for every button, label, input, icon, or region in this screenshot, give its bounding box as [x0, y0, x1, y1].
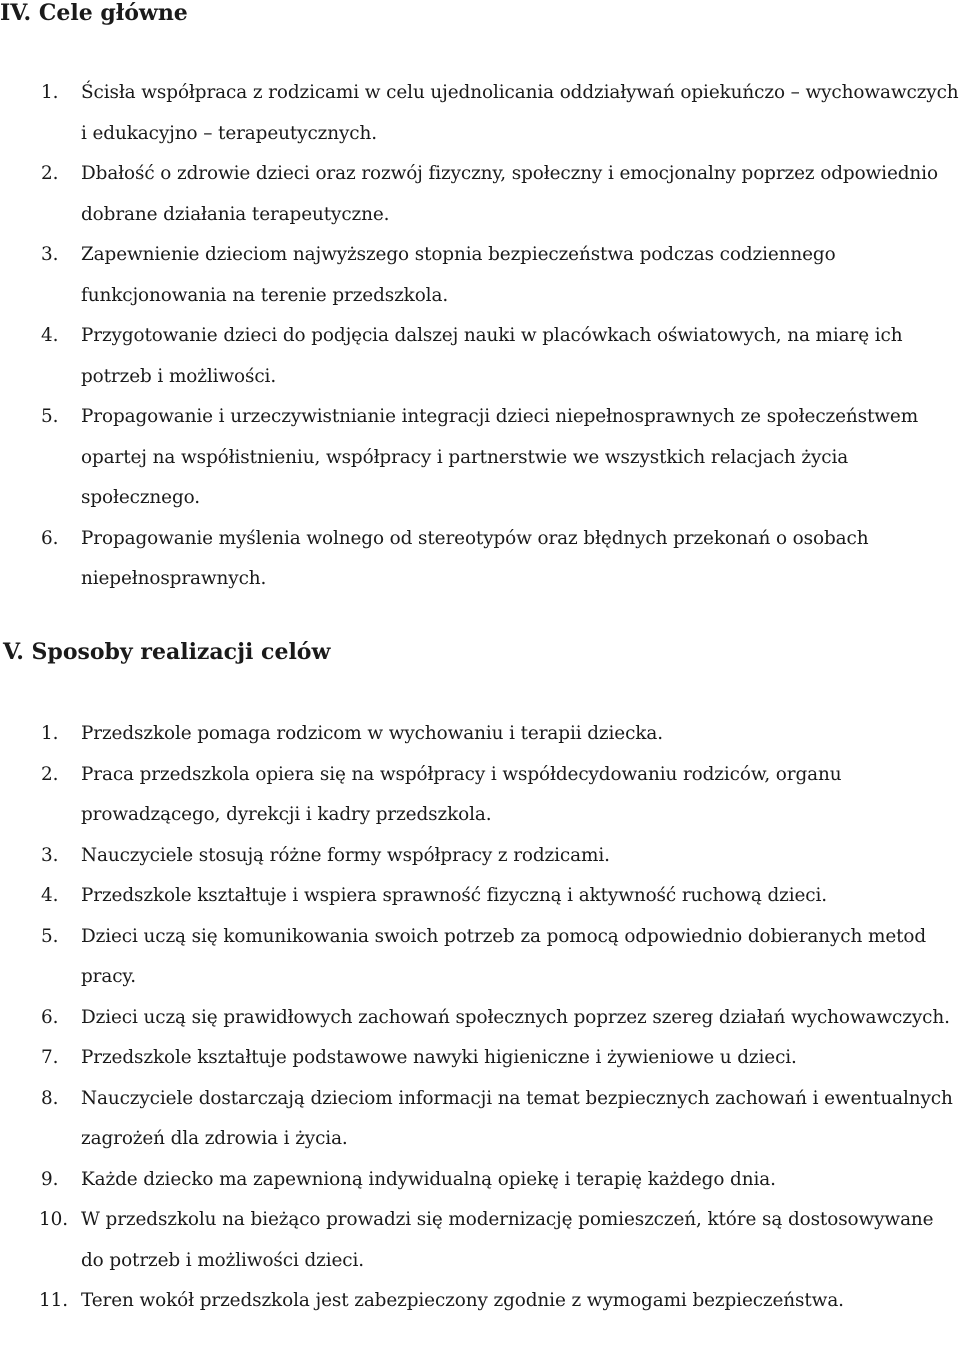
- list-item: [0, 998, 960, 1039]
- list-item-number: 3.: [41, 844, 59, 866]
- list-item-text: Propagowanie myślenia wolnego od stereotypów oraz błędnych przekonań o osobach niepełnosprawnych.: [81, 527, 869, 589]
- list-item-number: 1.: [41, 723, 59, 744]
- list-item: [0, 1160, 960, 1201]
- list-item: [0, 73, 960, 154]
- section-heading-goals: IV. Cele główne: [0, 0, 188, 26]
- list-item: [0, 876, 960, 917]
- list-item-text: Zapewnienie dzieciom najwyższego stopnia bezpieczeństwa podczas codziennego funkcjonowania na terenie przedszkola.: [81, 244, 836, 306]
- list-item-number: 2.: [41, 163, 59, 184]
- methods-list: [0, 714, 960, 1322]
- list-item-number: 1.: [41, 82, 59, 103]
- list-item: [0, 519, 960, 600]
- list-item: [0, 235, 960, 316]
- list-item-text: W przedszkolu na bieżąco prowadzi się modernizację pomieszczeń, które są dostosowywane do potrzeb i możliwości dzieci.: [81, 1209, 934, 1271]
- list-item: [0, 836, 960, 877]
- list-item: [0, 1038, 960, 1079]
- list-item: [0, 917, 960, 998]
- list-item-number: 6.: [41, 527, 59, 549]
- goals-list: [0, 73, 960, 600]
- section-heading-methods: V. Sposoby realizacji celów: [3, 639, 331, 665]
- list-item-number: 8.: [41, 1087, 59, 1109]
- list-item-text: Przedszkole kształtuje podstawowe nawyki higieniczne i żywieniowe u dzieci.: [81, 1047, 797, 1068]
- list-item: [0, 755, 960, 836]
- list-item-number: 2.: [41, 763, 59, 785]
- list-item-number: 11.: [39, 1290, 68, 1311]
- list-item-text: Praca przedszkola opiera się na współpracy i współdecydowaniu rodziców, organu prowadzącego, dyrekcji i kadry przedszkola.: [81, 763, 842, 825]
- list-item: [0, 714, 960, 755]
- list-item-number: 7.: [41, 1047, 59, 1068]
- list-item-text: Dzieci uczą się prawidłowych zachowań społecznych poprzez szereg działań wychowawczych.: [81, 1006, 950, 1028]
- list-item-number: 10.: [39, 1209, 68, 1230]
- list-item-text: Teren wokół przedszkola jest zabezpieczony zgodnie z wymogami bezpieczeństwa.: [81, 1290, 844, 1311]
- list-item: [0, 397, 960, 519]
- list-item: [0, 154, 960, 235]
- list-item-number: 5.: [41, 925, 59, 947]
- list-item-number: 3.: [41, 244, 59, 265]
- list-item-number: 4.: [41, 325, 59, 346]
- list-item-text: Przedszkole pomaga rodzicom w wychowaniu i terapii dziecka.: [81, 723, 663, 744]
- list-item-number: 6.: [41, 1006, 59, 1028]
- list-item-text: Przygotowanie dzieci do podjęcia dalszej nauki w placówkach oświatowych, na miarę ich potrzeb i możliwości.: [81, 325, 903, 387]
- list-item-text: Dbałość o zdrowie dzieci oraz rozwój fizyczny, społeczny i emocjonalny poprzez odpowiednio dobrane działania terapeutyczne.: [81, 163, 938, 225]
- list-item-number: 5.: [41, 406, 59, 427]
- list-item-text: Przedszkole kształtuje i wspiera sprawność fizyczną i aktywność ruchową dzieci.: [81, 885, 828, 906]
- list-item-text: Propagowanie i urzeczywistnianie integracji dzieci niepełnosprawnych ze społeczeństwem opartej na współistnieniu, współpracy i partnerstwie we wszystkich relacjach życia społecznego.: [81, 406, 919, 508]
- list-item: [0, 1200, 960, 1281]
- list-item-text: Ścisła współpraca z rodzicami w celu ujednolicania oddziaływań opiekuńczo – wychowawczych i edukacyjno – terapeutycznych.: [81, 82, 959, 144]
- list-item-text: Dzieci uczą się komunikowania swoich potrzeb za pomocą odpowiednio dobieranych metod pracy.: [81, 925, 927, 987]
- list-item-text: Nauczyciele dostarczają dzieciom informacji na temat bezpiecznych zachowań i ewentualnych zagrożeń dla zdrowia i życia.: [81, 1087, 953, 1149]
- list-item-text: Nauczyciele stosują różne formy współpracy z rodzicami.: [81, 844, 610, 866]
- list-item: [0, 316, 960, 397]
- list-item-number: 9.: [41, 1168, 59, 1190]
- list-item: [0, 1079, 960, 1160]
- list-item-number: 4.: [41, 885, 59, 906]
- list-item: [0, 1281, 960, 1322]
- list-item-text: Każde dziecko ma zapewnioną indywidualną opiekę i terapię każdego dnia.: [81, 1168, 776, 1190]
